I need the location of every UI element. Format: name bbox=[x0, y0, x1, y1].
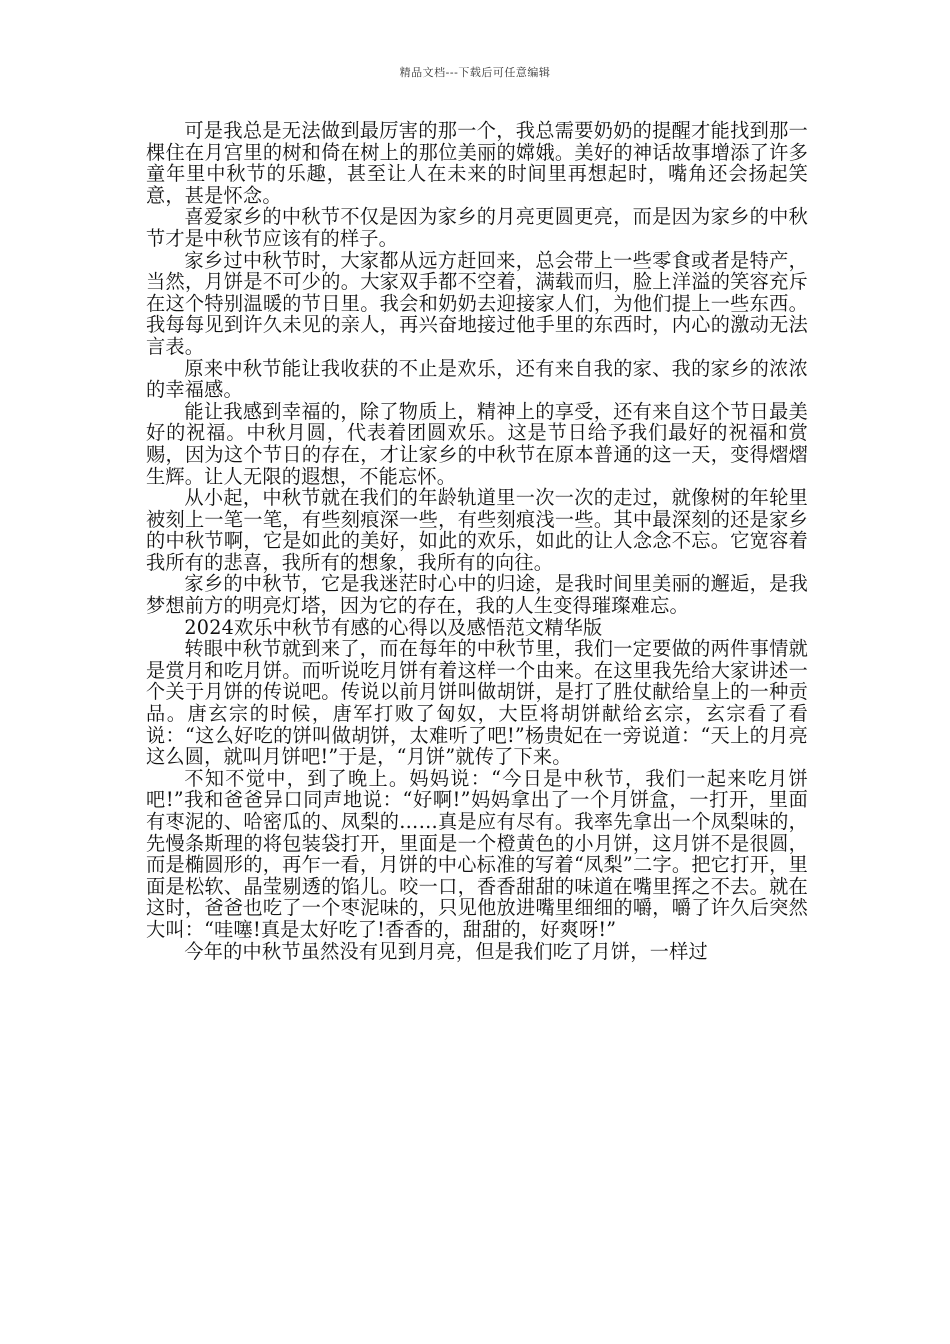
paragraph: 家乡的中秋节，它是我迷茫时心中的归途，是我时间里美丽的邂逅，是我梦想前方的明亮灯塔，因为它的存在，我的人生变得璀璨难忘。 bbox=[146, 572, 808, 618]
paragraph: 转眼中秋节就到来了，而在每年的中秋节里，我们一定要做的两件事情就是赏月和吃月饼。而听说吃月饼有着这样一个由来。在这里我先给大家讲述一个关于月饼的传说吧。传说以前月饼叫做胡饼，是打了胜仗献给皇上的一种贡品。唐玄宗的时候，唐军打败了匈奴，大臣将胡饼献给玄宗，玄宗看了看说：“这么好吃的饼叫做胡饼，太难听了吧!”杨贵妃在一旁说道：“天上的月亮这么圆，就叫月饼吧!”于是，“月饼”就传了下来。 bbox=[146, 637, 808, 769]
paragraph: 从小起，中秋节就在我们的年龄轨道里一次一次的走过，就像树的年轮里被刻上一笔一笔，有些刻痕深一些，有些刻痕浅一些。其中最深刻的还是家乡的中秋节啊，它是如此的美好，如此的欢乐，如此的让人念念不忘。它宽容着我所有的悲喜，我所有的想象，我所有的向往。 bbox=[146, 486, 808, 574]
paragraph: 不知不觉中，到了晚上。妈妈说：“今日是中秋节，我们一起来吃月饼吧!”我和爸爸异口同声地说：“好啊!”妈妈拿出了一个月饼盒，一打开，里面有枣泥的、哈密瓜的、凤梨的……真是应有尽有。我率先拿出一个凤梨味的，先慢条斯理的将包装袋打开，里面是一个橙黄色的小月饼，这月饼不是很圆，而是椭圆形的，再乍一看，月饼的中心标准的写着“凤梨”二字。把它打开，里面是松软、晶莹剔透的馅儿。咬一口，香香甜甜的味道在嘴里挥之不去。就在这时，爸爸也吃了一个枣泥味的，只见他放进嘴里细细的嚼，嚼了许久后突然大叫：“哇噻!真是太好吃了!香香的，甜甜的，好爽呀!” bbox=[146, 766, 808, 941]
page-header: 精品文档---下载后可任意编辑 bbox=[399, 66, 551, 79]
document-body bbox=[146, 120, 808, 962]
paragraph: 喜爱家乡的中秋节不仅是因为家乡的月亮更圆更亮，而是因为家乡的中秋节才是中秋节应该有的样子。 bbox=[146, 205, 808, 250]
paragraph: 原来中秋节能让我收获的不止是欢乐，还有来自我的家、我的家乡的浓浓的幸福感。 bbox=[146, 356, 808, 402]
paragraph: 可是我总是无法做到最厉害的那一个，我总需要奶奶的提醒才能找到那一棵住在月宫里的树和倚在树上的那位美丽的嫦娥。美好的神话故事增添了许多童年里中秋节的乐趣，甚至让人在未来的时间里再想起时，嘴角还会扬起笑意，甚是怀念。 bbox=[146, 119, 808, 207]
paragraph: 今年的中秋节虽然没有见到月亮，但是我们吃了月饼，一样过 bbox=[184, 939, 708, 963]
paragraph: 家乡过中秋节时，大家都从远方赶回来，总会带上一些零食或者是特产，当然，月饼是不可少的。大家双手都不空着，满载而归，脸上洋溢的笑容充斥在这个特别温暖的节日里。我会和奶奶去迎接家人们，为他们提上一些东西。我每每见到许久未见的亲人，再兴奋地接过他手里的东西时，内心的激动无法言表。 bbox=[146, 248, 808, 358]
section-title: 2024欢乐中秋节有感的心得以及感悟范文精华版 bbox=[184, 615, 603, 639]
paragraph: 能让我感到幸福的，除了物质上，精神上的享受，还有来自这个节日最美好的祝福。中秋月圆，代表着团圆欢乐。这是节日给予我们最好的祝福和赏赐，因为这个节日的存在，才让家乡的中秋节在原本普通的这一天，变得熠熠生辉。让人无限的遐想，不能忘怀。 bbox=[146, 399, 808, 488]
